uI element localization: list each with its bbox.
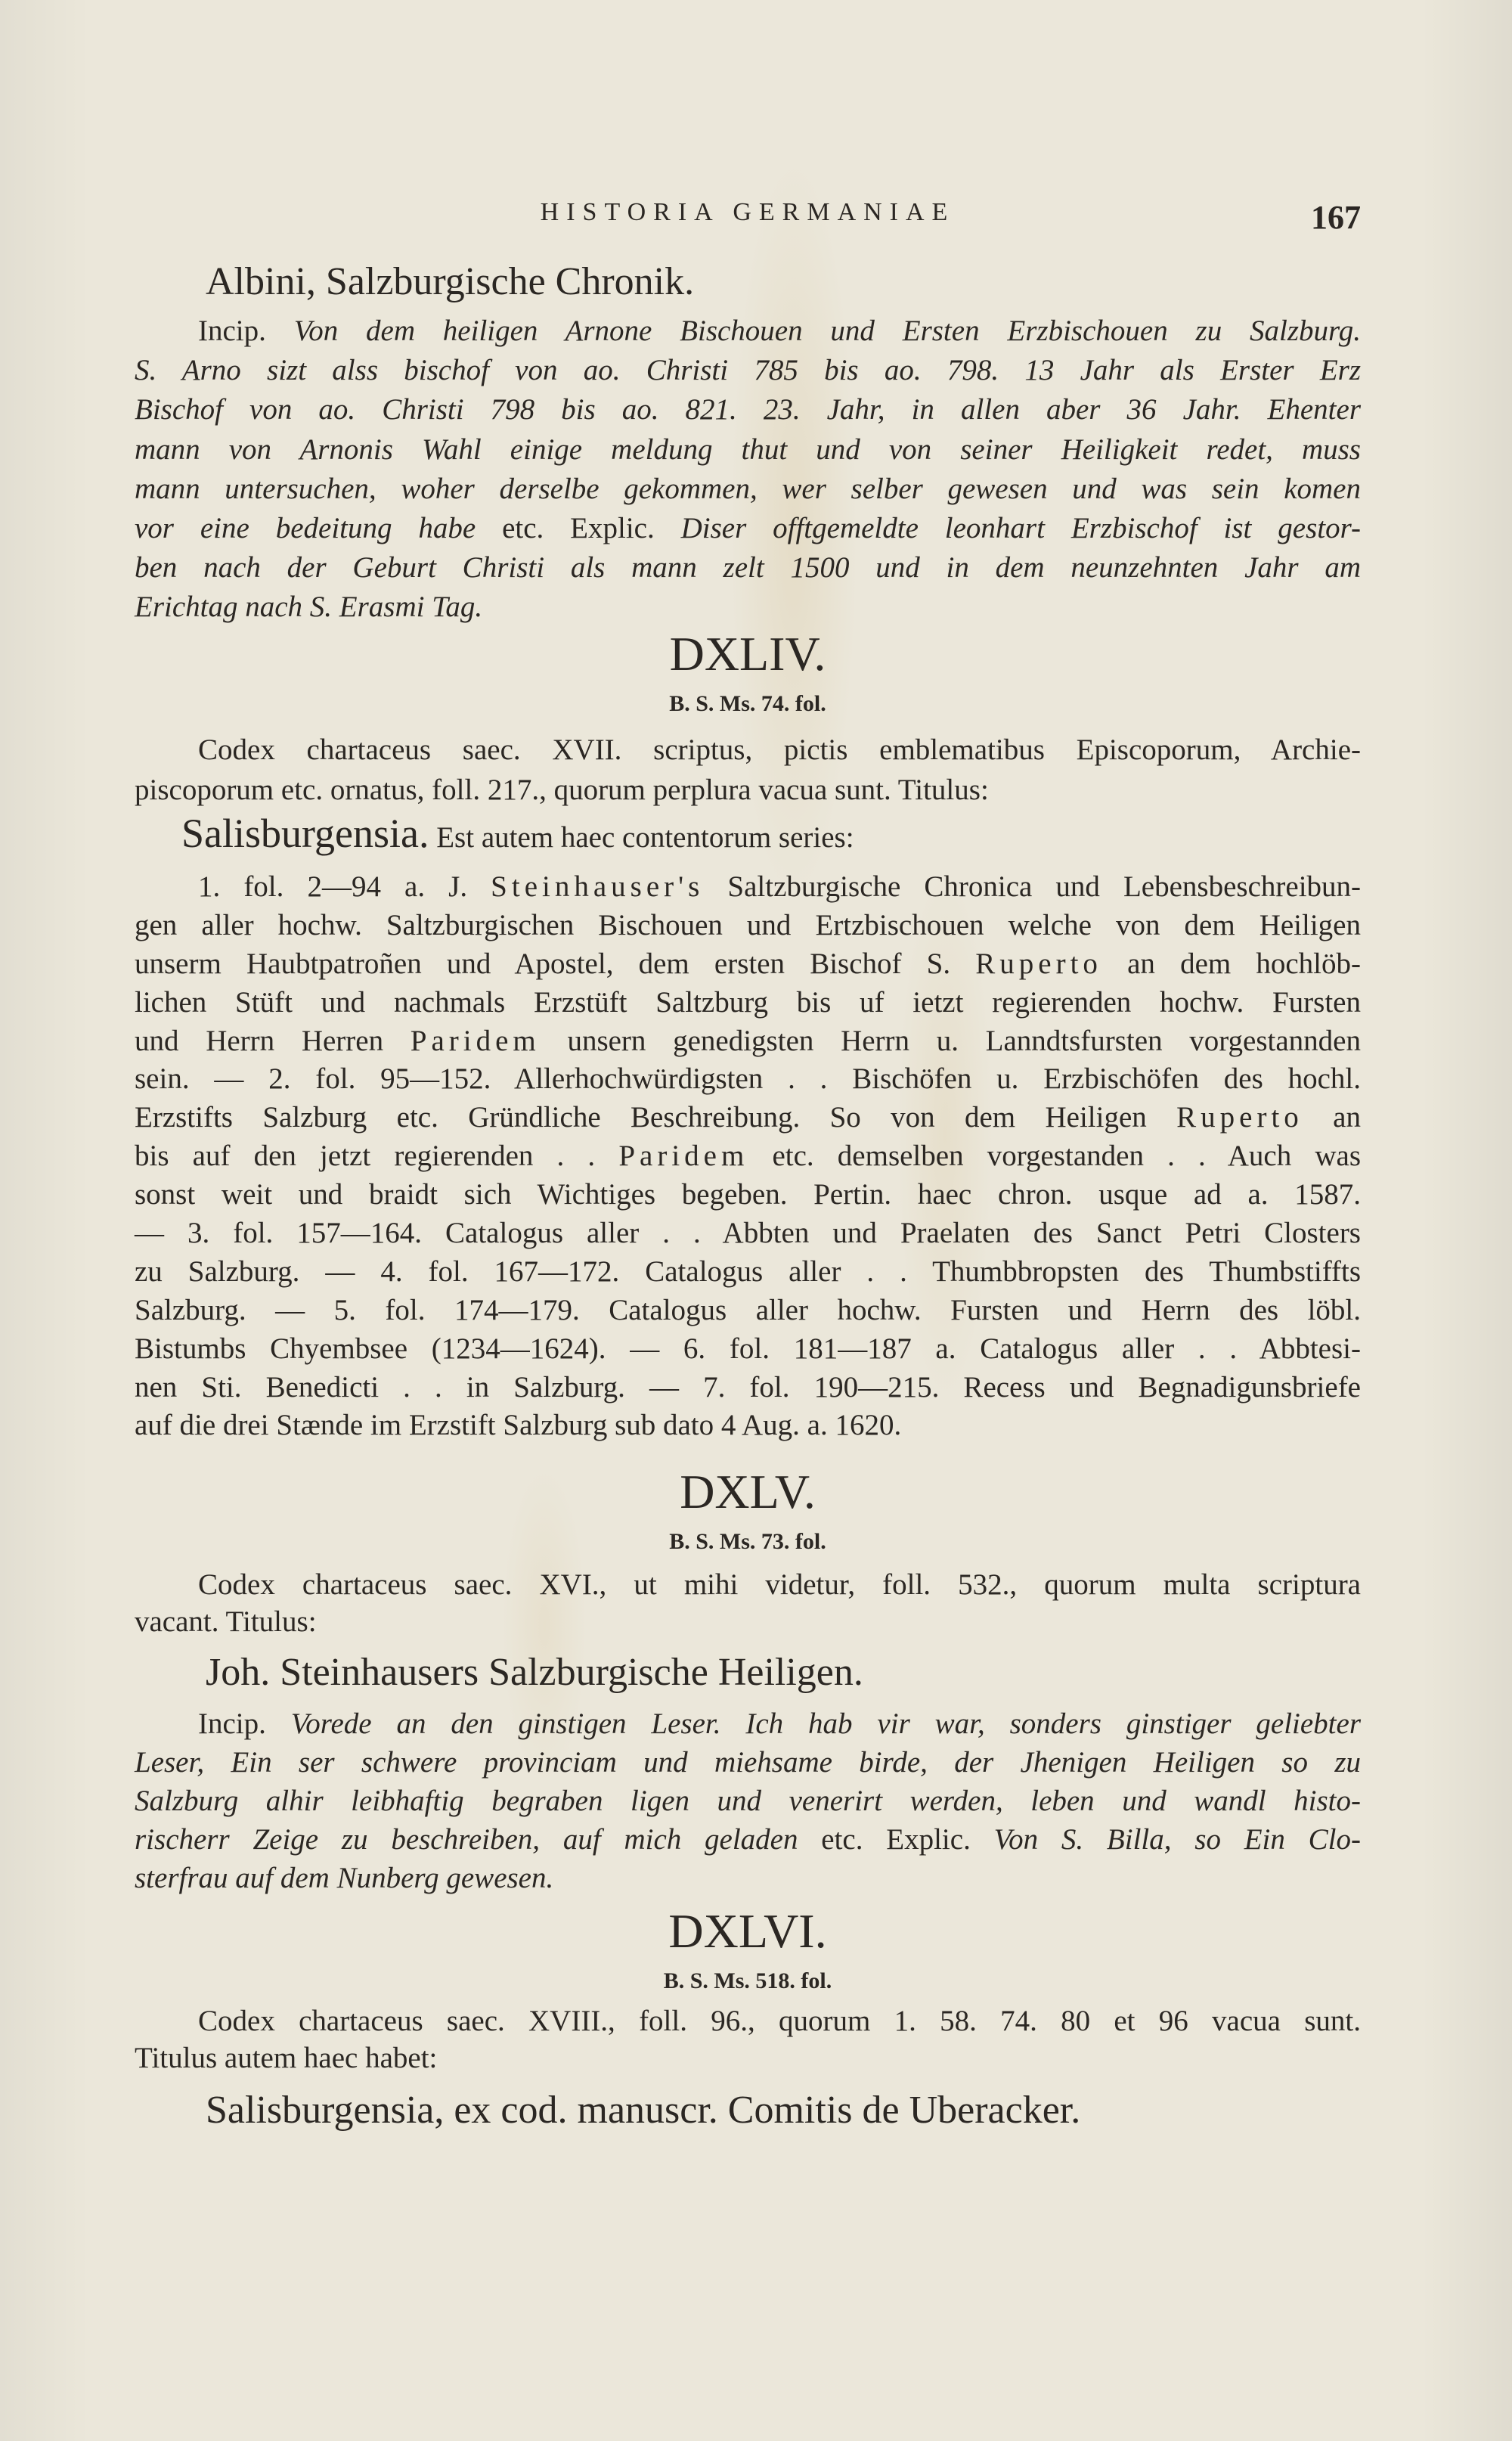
text-line: [135, 1464, 1361, 1520]
text-line: [135, 1743, 1361, 1782]
text-line: [135, 907, 1361, 945]
text-line: [135, 1903, 1361, 1959]
text-line: [135, 1253, 1361, 1292]
text-segment: Bistumbs Chyembsee (1234—1624). — 6. fol. 181—187 a. Catalogus aller . . Abbtesi-: [135, 1332, 1361, 1365]
text-line: [135, 1966, 1361, 1996]
running-title: HISTORIA GERMANIAE: [540, 198, 956, 226]
text-segment: nen Sti. Benedicti . . in Salzburg. — 7. fol. 190—215. Recess und Begnadigunsbriefe: [135, 1370, 1361, 1403]
page-number: 167: [1311, 199, 1361, 236]
text-line: [135, 390, 1361, 430]
text-line: [135, 1292, 1361, 1330]
text-segment: auf die drei Stænde im Erzstift Salzburg sub dato 4 Aug. a. 1620.: [135, 1409, 902, 1442]
text-segment: Erzstifts Salzburg etc. Gründliche Beschreibung. So von dem Heiligen: [135, 1101, 1177, 1134]
text-segment: B. S. Ms. 74. fol.: [669, 691, 826, 716]
text-segment: B. S. Ms. 518. fol.: [663, 1968, 832, 1993]
text-line: [135, 1603, 1361, 1640]
text-line: [135, 548, 1361, 588]
text-line: [135, 626, 1361, 682]
text-segment: B. S. Ms. 73. fol.: [669, 1529, 826, 1554]
italic-quote: Von S. Billa, so Ein Clo-: [993, 1823, 1362, 1856]
shelfmark: [135, 1527, 1361, 1557]
text-line: [135, 1137, 1361, 1176]
italic-quote: Von dem heiligen Arnone Bischouen und Ersten Erzbischouen zu Salzburg.: [293, 315, 1361, 347]
text-segment: zu Salzburg. — 4. fol. 167—172. Catalogus aller . . Thumbbropsten des Thumbstiffts: [135, 1255, 1361, 1288]
text-line: [135, 984, 1361, 1022]
text-segment: Salisburgensia, ex cod. manuscr. Comitis de Uberacker.: [206, 2089, 1081, 2132]
text-line: [135, 1099, 1361, 1137]
text-line: [206, 2088, 1432, 2133]
text-segment: Incip.: [198, 1707, 291, 1740]
spaced-name: Steinhauser's: [491, 870, 705, 903]
text-segment: Codex chartaceus saec. XVIII., foll. 96., quorum 1. 58. 74. 80 et 96 vacua sunt.: [198, 2005, 1361, 2037]
text-line: [135, 509, 1361, 548]
title-word: Salisburgensia.: [181, 811, 429, 856]
text-segment: DXLVI.: [668, 1904, 827, 1958]
spaced-name: Ruperto: [1176, 1101, 1303, 1134]
text-segment: Est autem haec contentorum series:: [429, 821, 854, 854]
text-line: [135, 430, 1361, 470]
italic-quote: mann von Arnonis Wahl einige meldung thut und von seiner Heiligkeit redet, muss: [135, 433, 1361, 466]
text-line: [135, 1060, 1361, 1099]
text-line: [135, 689, 1361, 719]
paragraph: [135, 2002, 1361, 2077]
text-line: [135, 730, 1361, 770]
text-line: [135, 1330, 1361, 1369]
entry-number: [135, 626, 1361, 682]
text-segment: Codex chartaceus saec. XVII. scriptus, pictis emblematibus Episcoporum, Archie-: [198, 734, 1361, 766]
italic-quote: mann untersuchen, woher derselbe gekommen, wer selber gewesen und was sein komen: [135, 472, 1361, 505]
text-line: [135, 588, 1361, 627]
text-line: [135, 351, 1361, 390]
text-segment: Salzburg. — 5. fol. 174—179. Catalogus aller hochw. Fursten und Herrn des löbl.: [135, 1293, 1361, 1326]
italic-quote: Erichtag nach S. Erasmi Tag.: [135, 591, 483, 624]
text-segment: unsern genedigsten Herrn u. Lanndtsfursten vorgestannden: [540, 1024, 1361, 1057]
text-segment: an dem hochlöb-: [1101, 947, 1361, 980]
italic-quote: Bischof von ao. Christi 798 bis ao. 821. 23. Jahr, in allen aber 36 Jahr. Ehenter: [135, 393, 1361, 426]
text-segment: an: [1303, 1101, 1361, 1134]
paragraph: [135, 312, 1361, 628]
text-segment: etc. Explic.: [476, 511, 681, 544]
text-line: [135, 1527, 1361, 1557]
text-line: [135, 945, 1361, 984]
italic-quote: S. Arno sizt alss bischof von ao. Christi 785 bis ao. 798. 13 Jahr als Erster Erz: [135, 354, 1361, 387]
text-line: [135, 770, 1361, 810]
shelfmark: [135, 1966, 1361, 1996]
running-header: [135, 198, 1361, 234]
text-line: [135, 2002, 1361, 2039]
text-segment: DXLV.: [680, 1465, 816, 1518]
text-segment: 1. fol. 2—94 a. J.: [198, 870, 491, 903]
text-segment: DXLIV.: [669, 627, 826, 681]
text-line: [135, 1407, 1361, 1445]
text-segment: sonst weit und braidt sich Wichtiges begeben. Pertin. haec chron. usque ad a. 1587.: [135, 1178, 1361, 1211]
entry-number: [135, 1903, 1361, 1959]
spaced-name: Ruperto: [975, 947, 1102, 980]
text-segment: Codex chartaceus saec. XVI., ut mihi videtur, foll. 532., quorum multa scriptura: [198, 1568, 1361, 1601]
shelfmark: [135, 689, 1361, 719]
spaced-name: Paridem: [410, 1024, 541, 1057]
text-line: [135, 1782, 1361, 1820]
italic-quote: Salzburg alhir leibhaftig begraben ligen und venerirt werden, leben und wandl histo-: [135, 1785, 1361, 1817]
text-line: [135, 1214, 1361, 1253]
text-line: [206, 259, 1432, 305]
text-segment: Albini, Salzburgische Chronik.: [206, 260, 695, 303]
text-segment: Incip.: [198, 315, 294, 347]
paragraph: [135, 868, 1361, 1445]
text-segment: unserm Haubtpatroñen und Apostel, dem ersten Bischof S.: [135, 947, 976, 980]
text-line: [135, 1022, 1361, 1061]
text-segment: sein. — 2. fol. 95—152. Allerhochwürdigsten . . Bischöfen u. Erzbischöfen des hochl.: [135, 1062, 1361, 1096]
text-segment: etc. Explic.: [798, 1823, 994, 1856]
italic-quote: vor eine bedeitung habe: [135, 511, 476, 544]
entry-number: [135, 1464, 1361, 1520]
italic-quote: Leser, Ein ser schwere provinciam und miehsame birde, der Jhenigen Heiligen so zu: [135, 1746, 1361, 1779]
text-segment: etc. demselben vorgestanden . . Auch was: [748, 1140, 1362, 1173]
italic-quote: Vorede an den ginstigen Leser. Ich hab vir war, sonders ginstiger geliebter: [290, 1707, 1361, 1740]
text-segment: vacant. Titulus:: [135, 1605, 317, 1638]
italic-quote: ben nach der Geburt Christi als mann zelt 1500 und in dem neunzehnten Jahr am: [135, 551, 1361, 585]
section-title: [135, 2088, 1432, 2133]
text-segment: Saltzburgische Chronica und Lebensbeschreibun-: [704, 870, 1362, 903]
text-line: [135, 312, 1361, 351]
italic-quote: Diser offtgemeldte leonhart Erzbischof ist gestor-: [680, 511, 1361, 544]
paragraph: [135, 1704, 1361, 1897]
paragraph: [135, 730, 1361, 810]
text-segment: — 3. fol. 157—164. Catalogus aller . . Abbten und Praelaten des Sanct Petri Closters: [135, 1217, 1361, 1250]
text-line: [135, 1704, 1361, 1743]
section-title: [135, 1650, 1432, 1695]
text-line: [135, 1820, 1361, 1859]
italic-quote: rischerr Zeige zu beschreiben, auf mich geladen: [135, 1823, 798, 1856]
paragraph: [135, 811, 1361, 856]
text-line: [135, 1369, 1361, 1407]
text-segment: und Herrn Herren: [135, 1024, 411, 1057]
section-title: [135, 259, 1432, 305]
text-line: [135, 1859, 1361, 1897]
text-segment: Titulus autem haec habet:: [135, 2042, 438, 2074]
text-line: [135, 2039, 1361, 2077]
text-line: [135, 1566, 1361, 1603]
text-segment: bis auf den jetzt regierenden . .: [135, 1140, 619, 1173]
italic-quote: sterfrau auf dem Nunberg gewesen.: [135, 1862, 554, 1894]
text-line: [135, 1176, 1361, 1214]
text-line: [135, 470, 1361, 509]
paragraph: [135, 1566, 1361, 1640]
spaced-name: Paridem: [618, 1140, 749, 1173]
text-segment: piscoporum etc. ornatus, foll. 217., quorum perplura vacua sunt. Titulus:: [135, 774, 989, 806]
text-segment: lichen Stüft und nachmals Erzstüft Saltzburg bis uf ietzt regierenden hochw. Fursten: [135, 985, 1361, 1019]
text-line: [206, 1650, 1432, 1695]
text-segment: Joh. Steinhausers Salzburgische Heiligen.: [206, 1651, 863, 1694]
text-line: [135, 868, 1361, 907]
text-line: [135, 811, 1361, 856]
text-segment: gen aller hochw. Saltzburgischen Bischouen und Ertzbischouen welche von dem Heiligen: [135, 908, 1361, 941]
